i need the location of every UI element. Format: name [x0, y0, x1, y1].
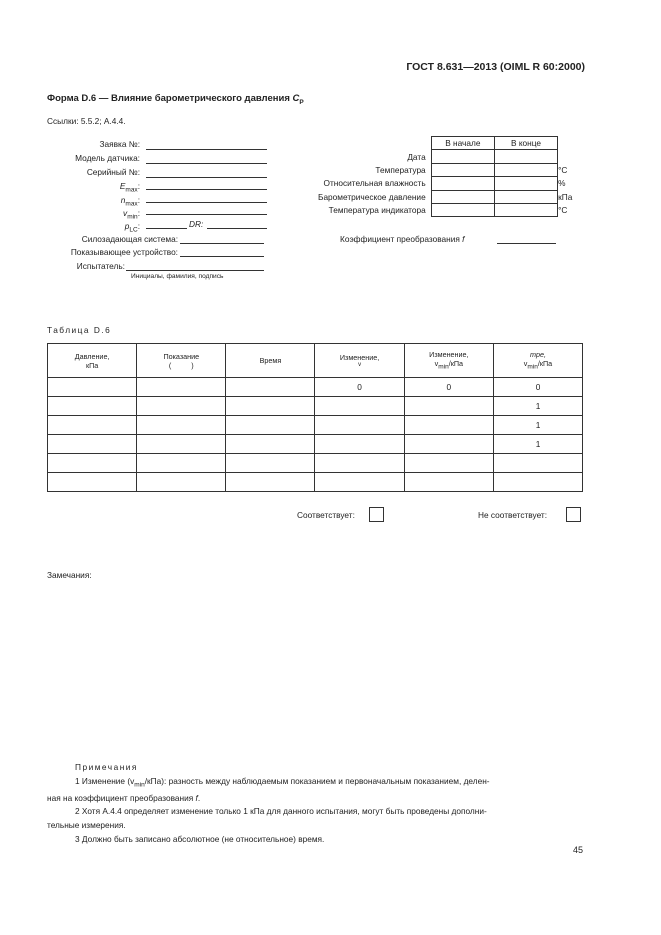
- label-application: Заявка №:: [99, 139, 140, 149]
- cell-mpe: 1: [494, 435, 583, 454]
- emax-symbol: E: [119, 181, 126, 191]
- header-pressure-l1: Давление,: [74, 351, 110, 361]
- field-coef[interactable]: [497, 243, 556, 244]
- cell-start[interactable]: [431, 190, 494, 203]
- form-title-sub: P: [299, 98, 304, 106]
- references: Ссылки: 5.5.2; А.4.4.: [47, 116, 126, 126]
- conditions-row: [294, 177, 579, 190]
- cell-pressure[interactable]: [48, 435, 137, 454]
- nmax-sub: max: [125, 200, 138, 208]
- cell-start[interactable]: [431, 203, 494, 216]
- field-application[interactable]: [146, 149, 267, 150]
- cell-change[interactable]: [315, 435, 404, 454]
- row-unit: [558, 150, 579, 163]
- emax-sub: max: [125, 186, 138, 194]
- pass-checkbox[interactable]: [369, 507, 384, 522]
- col-end: В конце: [494, 137, 557, 150]
- field-sensor-model[interactable]: [146, 163, 267, 164]
- row-label: Температура индикатора: [328, 205, 426, 216]
- notes-heading: Примечания: [75, 762, 138, 772]
- cell-change-per-kpa[interactable]: [404, 454, 493, 473]
- cell-change[interactable]: [315, 473, 404, 492]
- cell-mpe: [494, 454, 583, 473]
- coef-label-text: Коэффициент преобразования: [340, 234, 463, 244]
- note-1-part-a: 1 Изменение (v: [75, 775, 135, 786]
- cell-reading[interactable]: [137, 378, 226, 397]
- cell-pressure[interactable]: [48, 416, 137, 435]
- note-3: 3 Должно быть записано абсолютное (не относительное) время.: [75, 833, 325, 844]
- plc-sub: LC: [129, 226, 138, 234]
- cell-time[interactable]: [226, 473, 315, 492]
- col-start: В начале: [431, 137, 494, 150]
- label-load-system: Силозадающая система:: [81, 234, 178, 244]
- conditions-header-row: [294, 137, 579, 150]
- field-vmin[interactable]: [146, 214, 267, 215]
- header-mpe-sub: min: [527, 363, 538, 371]
- cell-mpe: 1: [494, 416, 583, 435]
- row-label: Относительная влажность: [323, 178, 426, 189]
- label-sensor-model: Модель датчика:: [75, 153, 140, 163]
- header-reading: [137, 344, 226, 378]
- header-change2-l1: Изменение,: [429, 350, 469, 360]
- note-2-line-2: тельные измерения.: [47, 820, 126, 831]
- fail-label: Не соответствует:: [478, 510, 548, 520]
- cell-end[interactable]: [494, 163, 557, 176]
- cell-pressure[interactable]: [48, 473, 137, 492]
- header-mpe: [494, 344, 583, 378]
- cell-reading[interactable]: [137, 473, 226, 492]
- cell-pressure[interactable]: [48, 454, 137, 473]
- header-change-sym: v: [358, 362, 362, 368]
- cell-mpe: [494, 473, 583, 492]
- cell-time[interactable]: [226, 454, 315, 473]
- field-dr[interactable]: [207, 228, 267, 229]
- note-1-line-1: [47, 775, 583, 792]
- label-serial: Серийный №:: [86, 167, 140, 177]
- cell-reading[interactable]: [137, 397, 226, 416]
- plc-colon: :: [137, 221, 140, 231]
- note-1-part-c: ная на коэффициент преобразования: [47, 792, 196, 803]
- fail-checkbox[interactable]: [566, 507, 581, 522]
- cell-reading[interactable]: [137, 454, 226, 473]
- note-1-f: f: [195, 792, 198, 803]
- field-tester[interactable]: [126, 270, 264, 271]
- header-reading-l2: ( ): [168, 360, 194, 370]
- cell-start[interactable]: [431, 150, 494, 163]
- conditions-row: [294, 203, 579, 216]
- header-mpe-unit: /кПа: [537, 359, 553, 369]
- header-mpe-sym: v: [523, 359, 528, 369]
- row-label: Дата: [407, 151, 426, 162]
- cell-mpe: 0: [494, 378, 583, 397]
- header-time: Время: [226, 344, 315, 378]
- notes-block: [47, 761, 583, 846]
- conditions-row: [294, 150, 579, 163]
- measurement-table: [47, 343, 583, 492]
- note-2-line-1: 2 Хотя А.4.4 определяет изменение только 1 кПа для данного испытания, могут быть проведены дополни-: [75, 806, 487, 817]
- table-row: [48, 473, 583, 492]
- note-1-line-2: [47, 792, 583, 806]
- field-indicator[interactable]: [180, 256, 264, 257]
- note-1-sub: min: [134, 781, 145, 789]
- form-title-text: Форма D.6 — Влияние барометрического давления: [47, 93, 293, 104]
- vmin-symbol: v: [123, 208, 128, 218]
- cell-time[interactable]: [226, 416, 315, 435]
- field-plc[interactable]: [146, 228, 187, 229]
- cell-change-per-kpa[interactable]: [404, 397, 493, 416]
- vmin-colon: :: [137, 208, 140, 218]
- row-unit: °C: [558, 164, 568, 175]
- coef-label: [340, 234, 464, 244]
- coef-symbol: f: [462, 234, 465, 244]
- remarks-label: Замечания:: [47, 570, 92, 580]
- cell-change-per-kpa[interactable]: 0: [404, 378, 493, 397]
- header-change2-sym: v: [434, 359, 439, 369]
- label-vmin: [40, 208, 140, 221]
- cell-mpe: 1: [494, 397, 583, 416]
- pass-label: Соответствует:: [297, 510, 355, 520]
- header-pressure: [48, 344, 137, 378]
- cell-change-per-kpa[interactable]: [404, 416, 493, 435]
- conditions-table: [294, 136, 579, 217]
- label-tester: Испытатель:: [76, 261, 125, 271]
- cell-reading[interactable]: [137, 416, 226, 435]
- cell-start[interactable]: [431, 177, 494, 190]
- table-row: [48, 397, 583, 416]
- row-unit: кПа: [558, 191, 573, 202]
- plc-symbol: p: [124, 221, 130, 231]
- cell-end[interactable]: [494, 190, 557, 203]
- table-row: [48, 454, 583, 473]
- label-nmax: [40, 195, 140, 208]
- vmin-sub: min: [127, 213, 138, 221]
- cell-end[interactable]: [494, 203, 557, 216]
- conditions-row: [294, 163, 579, 176]
- header-change-l1: Изменение,: [339, 353, 380, 362]
- form-title-symbol: C: [292, 93, 300, 104]
- label-indicator: Показывающее устройство:: [70, 247, 178, 257]
- header-change: [315, 344, 404, 378]
- field-serial[interactable]: [146, 177, 267, 178]
- cell-change[interactable]: [315, 416, 404, 435]
- cell-end[interactable]: [494, 177, 557, 190]
- cell-time[interactable]: [226, 378, 315, 397]
- header-pressure-l2: кПа: [85, 360, 99, 370]
- cell-end[interactable]: [494, 150, 557, 163]
- header-change-per-kpa: [404, 344, 493, 378]
- standard-header: ГОСТ 8.631—2013 (OIML R 60:2000): [406, 61, 585, 73]
- label-emax: [40, 181, 140, 194]
- cell-change[interactable]: [315, 454, 404, 473]
- tester-caption: Инициалы, фамилия, подпись: [131, 273, 224, 280]
- cell-change-per-kpa[interactable]: [404, 473, 493, 492]
- label-dr: DR:: [189, 219, 204, 229]
- table-row: [48, 416, 583, 435]
- table-header-row: [48, 344, 583, 378]
- table-row: [48, 378, 583, 397]
- cell-start[interactable]: [431, 163, 494, 176]
- row-label: Барометрическое давление: [318, 191, 426, 202]
- cell-pressure[interactable]: [48, 378, 137, 397]
- header-change2-unit: /кПа: [448, 359, 464, 369]
- row-unit: °C: [558, 205, 568, 216]
- cell-reading[interactable]: [137, 435, 226, 454]
- form-title: [47, 93, 304, 106]
- label-plc: [40, 221, 140, 234]
- cell-change[interactable]: 0: [315, 378, 404, 397]
- header-reading-l1: Показание: [163, 351, 200, 361]
- conditions-row: [294, 190, 579, 203]
- nmax-colon: :: [137, 195, 140, 205]
- nmax-symbol: n: [120, 195, 126, 205]
- note-1-dot: .: [197, 792, 201, 803]
- page-number: 45: [572, 845, 583, 855]
- field-load-system[interactable]: [180, 243, 264, 244]
- cell-change-per-kpa[interactable]: [404, 435, 493, 454]
- table-row: [48, 435, 583, 454]
- row-label: Температура: [375, 164, 426, 175]
- header-change2-sub: min: [438, 363, 449, 371]
- cell-pressure[interactable]: [48, 397, 137, 416]
- emax-colon: :: [137, 181, 140, 191]
- cell-change[interactable]: [315, 397, 404, 416]
- header-mpe-l1: mpe,: [530, 350, 546, 360]
- cell-time[interactable]: [226, 397, 315, 416]
- note-1-part-b: /кПа): разность между наблюдаемым показанием и первоначальным показанием, делен-: [144, 775, 490, 786]
- cell-time[interactable]: [226, 435, 315, 454]
- field-emax[interactable]: [146, 189, 267, 190]
- row-unit: %: [558, 178, 566, 189]
- field-nmax[interactable]: [146, 202, 267, 203]
- table-caption: Таблица D.6: [47, 325, 112, 335]
